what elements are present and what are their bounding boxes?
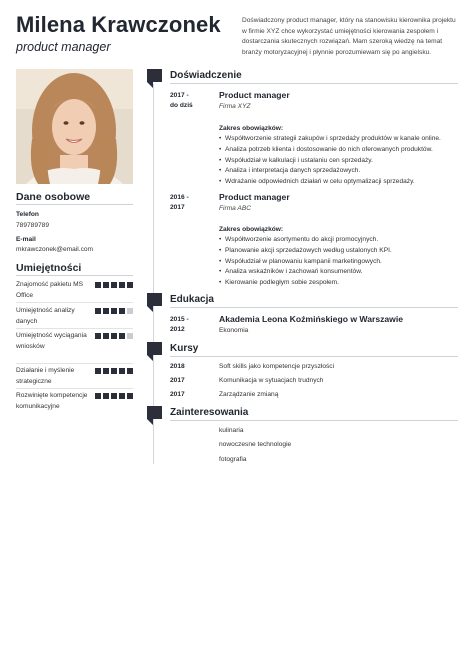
education-date-end: 2012 bbox=[170, 326, 185, 333]
skill-name: Znajomość pakietu MS Office bbox=[16, 281, 84, 299]
job-role: Product manager bbox=[219, 90, 290, 100]
skill-dot-filled bbox=[127, 368, 133, 374]
responsibilities-list bbox=[219, 134, 459, 188]
skill-dot-filled bbox=[103, 308, 109, 314]
skill-dot-filled bbox=[111, 282, 117, 288]
skill-dot-empty bbox=[127, 308, 133, 314]
course-name: Soft skills jako kompetencje przyszłości bbox=[219, 363, 335, 370]
school-name: Akademia Leona Koźmińskiego w Warszawie bbox=[219, 314, 404, 324]
skill-dot-filled bbox=[95, 308, 101, 314]
skill-dot-filled bbox=[103, 333, 109, 339]
skill-dot-filled bbox=[119, 333, 125, 339]
responsibilities-heading: Zakres obowiązków: bbox=[219, 125, 284, 132]
list-item: • Wdrażanie odpowiednich działań w celu optymalizacji sprzedaży. bbox=[219, 177, 459, 188]
list-item: • Kierowanie podległym sobie zespołem. bbox=[219, 278, 459, 289]
skill-dot-filled bbox=[103, 282, 109, 288]
courses-heading: Kursy bbox=[170, 343, 199, 354]
interest-item: fotografia bbox=[219, 456, 247, 463]
course-year: 2018 bbox=[170, 363, 185, 370]
email-value: mkrawczonek@email.com bbox=[16, 246, 94, 253]
flag-tail-icon bbox=[147, 82, 153, 88]
flag-marker-icon bbox=[147, 69, 162, 82]
list-item: • Współtworzenie strategii zakupów i sprzedaży produktów w kanale online. bbox=[219, 134, 459, 145]
course-name: Komunikacja w sytuacjach trudnych bbox=[219, 377, 324, 384]
phone-label: Telefon bbox=[16, 211, 39, 218]
skill-name: Umiejętność analizy danych bbox=[16, 307, 75, 325]
divider bbox=[16, 388, 133, 389]
divider bbox=[170, 420, 458, 421]
skill-dot-filled bbox=[95, 368, 101, 374]
job-role: Product manager bbox=[219, 192, 290, 202]
job-company: Firma XYZ bbox=[219, 103, 251, 110]
email-label: E-mail bbox=[16, 236, 36, 243]
phone-value: 789789789 bbox=[16, 222, 50, 229]
flag-marker-icon bbox=[147, 293, 162, 306]
flag-tail-icon bbox=[147, 306, 153, 312]
job-date-end: do dziś bbox=[170, 102, 193, 109]
skill-dot-filled bbox=[119, 368, 125, 374]
course-year: 2017 bbox=[170, 391, 185, 398]
skill-item bbox=[16, 391, 133, 412]
job-date-start: 2017 - bbox=[170, 92, 189, 99]
divider bbox=[16, 328, 133, 329]
list-item: • Analiza potrzeb klienta i dostosowanie do nich oferowanych produktów. bbox=[219, 145, 459, 156]
skill-level bbox=[95, 368, 133, 374]
list-item: • Planowanie akcji sprzedażowych według ustalonych KPI. bbox=[219, 246, 459, 257]
job-date-start: 2016 - bbox=[170, 194, 189, 201]
skill-dot-filled bbox=[103, 393, 109, 399]
skill-dot-filled bbox=[111, 368, 117, 374]
skill-level bbox=[95, 282, 133, 288]
field-of-study: Ekonomia bbox=[219, 327, 249, 334]
list-item: • Analiza wskaźników i zachowań konsumentów. bbox=[219, 267, 459, 278]
skill-item bbox=[16, 366, 133, 387]
profile-summary: Doświadczony product manager, który na stanowisku kierownika projektu w firmie XYZ chce wykorzystać umiejętności kierowania zespołem i dostarczania skutecznych rozwiązań. Mam szeroką wiedzę na temat branży motoryzacyjnej i płynnie porozumiewam się po angielsku. bbox=[242, 17, 456, 56]
divider bbox=[16, 204, 133, 205]
interest-item: kulinaria bbox=[219, 427, 244, 434]
skill-name: Umiejętność wyciągania wniosków bbox=[16, 332, 87, 350]
skill-level bbox=[95, 393, 133, 399]
skill-dot-filled bbox=[95, 333, 101, 339]
job-title: product manager bbox=[16, 40, 111, 54]
list-item: • Współudział w planowaniu kampanii marketingowych. bbox=[219, 257, 459, 268]
list-item: • Współtworzenie asortymentu do akcji promocyjnych. bbox=[219, 235, 459, 246]
divider bbox=[170, 83, 458, 84]
list-item: • Współudział w kalkulacji i ustalaniu cen sprzedaży. bbox=[219, 156, 459, 167]
skill-level bbox=[95, 333, 133, 339]
profile-photo bbox=[16, 69, 133, 184]
skill-dot-filled bbox=[119, 282, 125, 288]
skill-dot-filled bbox=[111, 308, 117, 314]
divider bbox=[16, 275, 133, 276]
skill-dot-filled bbox=[127, 393, 133, 399]
skill-item bbox=[16, 306, 133, 327]
list-item: • Analiza i interpretacja danych sprzedażowych. bbox=[219, 166, 459, 177]
job-company: Firma ABC bbox=[219, 205, 251, 212]
skills-heading: Umiejętności bbox=[16, 262, 82, 274]
skill-dot-filled bbox=[103, 368, 109, 374]
skill-name: Działanie i myślenie strategiczne bbox=[16, 367, 75, 385]
personal-data-heading: Dane osobowe bbox=[16, 191, 91, 203]
skill-dot-filled bbox=[95, 282, 101, 288]
skill-dot-empty bbox=[127, 333, 133, 339]
course-name: Zarządzanie zmianą bbox=[219, 391, 279, 398]
course-year: 2017 bbox=[170, 377, 185, 384]
education-heading: Edukacja bbox=[170, 294, 214, 305]
flag-marker-icon bbox=[147, 406, 162, 419]
skill-dot-filled bbox=[119, 308, 125, 314]
divider bbox=[170, 356, 458, 357]
divider bbox=[170, 307, 458, 308]
flag-tail-icon bbox=[147, 355, 153, 361]
skill-dot-filled bbox=[111, 333, 117, 339]
responsibilities-heading: Zakres obowiązków: bbox=[219, 226, 284, 233]
skill-dot-filled bbox=[111, 393, 117, 399]
divider bbox=[16, 302, 133, 303]
candidate-name: Milena Krawczonek bbox=[16, 12, 221, 37]
skill-dot-filled bbox=[95, 393, 101, 399]
flag-marker-icon bbox=[147, 342, 162, 355]
skill-item bbox=[16, 331, 133, 352]
divider bbox=[16, 363, 133, 364]
skill-dot-filled bbox=[127, 282, 133, 288]
experience-heading: Doświadczenie bbox=[170, 70, 242, 81]
flag-tail-icon bbox=[147, 419, 153, 425]
education-date-start: 2015 - bbox=[170, 316, 189, 323]
skill-item bbox=[16, 280, 133, 301]
responsibilities-list bbox=[219, 235, 459, 289]
interest-item: nowoczesne technologie bbox=[219, 441, 292, 448]
skill-name: Rozwinięte kompetencje komunikacyjne bbox=[16, 392, 88, 410]
interests-heading: Zainteresowania bbox=[170, 407, 249, 418]
job-date-end: 2017 bbox=[170, 204, 185, 211]
skill-dot-filled bbox=[119, 393, 125, 399]
skill-level bbox=[95, 308, 133, 314]
